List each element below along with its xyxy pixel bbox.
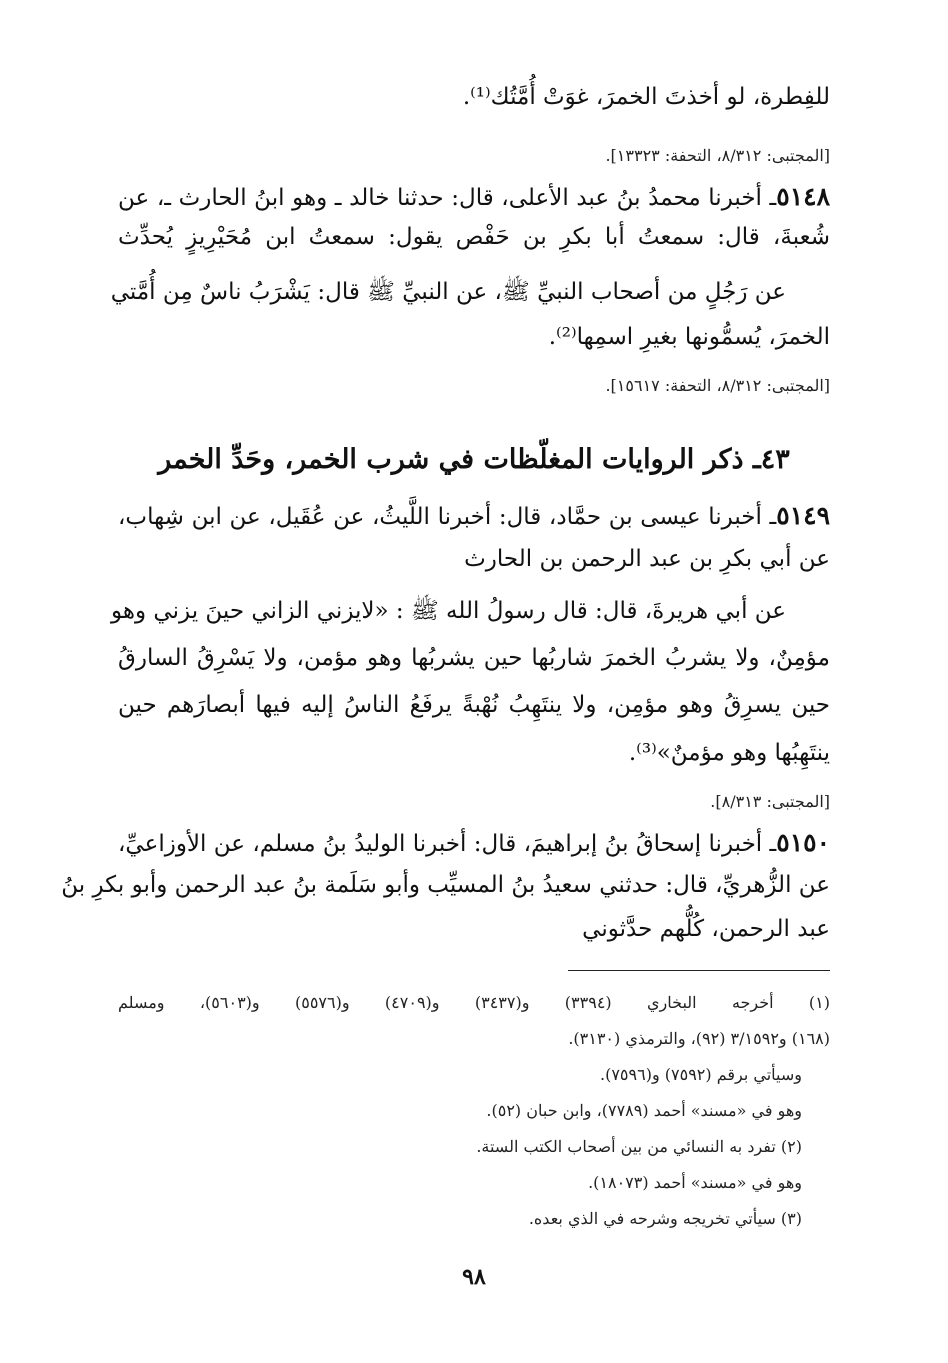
hadith-text: ـ أخبرنا إسحاقُ بنُ إبراهيمَ، قال: أخبرنا الوليدُ بنُ مسلم، عن الأوزاعيِّ،	[118, 831, 777, 857]
hadith-text: ـ أخبرنا عيسى بن حمَّاد، قال: أخبرنا اللَّيثُ، عن عُقَيل، عن ابن شِهاب،	[118, 504, 777, 530]
footnote-1-line-4: وهو في «مسند» أحمد (٧٧٨٩)، وابن حبان (٥٢).	[486, 1101, 802, 1120]
hadith-5150-line-2: عن الزُّهريِّ، قال: حدثني سعيدُ بنُ المسيِّب وأبو سَلَمة بنُ عبد الرحمن وأبو بكرِ بنُ	[61, 872, 830, 898]
footnote-1-line-2: (١٦٨) و٣/١٥٩٢ (٩٢)، والترمذي (٣١٣٠).	[568, 1029, 830, 1048]
hadith-5149-line-3: عن أبي هريرةَ، قال: قال رسولُ الله ﷺ : «لايزني الزاني حينَ يزني وهو	[111, 598, 786, 624]
hadith-5150-line-1	[118, 826, 830, 861]
source-reference: [المجتبى: ٨/٣١٢، التحفة: ١٥٦١٧].	[605, 376, 830, 395]
hadith-5149-line-1	[118, 499, 830, 534]
text-line: للفِطرة، لو أخذتَ الخمرَ، غوَتْ أُمَّتُك⁽¹⁾.	[462, 84, 830, 110]
hadith-5148-line-3: عن رَجُلٍ من أصحاب النبيِّ ﷺ، عن النبيِّ ﷺ قال: يَشْرَبُ ناسٌ مِن أُمَّتي	[110, 279, 786, 305]
page-number: ٩٨	[462, 1264, 486, 1290]
source-reference: [المجتبى: ٨/٣١٢، التحفة: ١٣٣٢٣].	[605, 146, 830, 165]
hadith-number: ٥١٤٩	[776, 501, 830, 530]
hadith-5149-line-4: مؤمِنٌ، ولا يشربُ الخمرَ شاربُها حين يشربُها وهو مؤمن، ولا يَسْرِقُ السارقُ	[118, 645, 830, 671]
hadith-text: ـ أخبرنا محمدُ بنُ عبد الأعلى، قال: حدثنا خالد ـ وهو ابنُ الحارث ـ، عن	[118, 185, 777, 211]
hadith-number: ٥١٤٨	[776, 182, 830, 211]
footnote-3-line-1: (٣) سيأتي تخريجه وشرحه في الذي بعده.	[528, 1209, 802, 1228]
footnote-1-line-1: (١) أخرجه البخاري (٣٣٩٤) و(٣٤٣٧) و(٤٧٠٩) و(٥٥٧٦) و(٥٦٠٣)، ومسلم	[118, 993, 831, 1012]
hadith-5149-line-5: حين يسرِقُ وهو مؤمِن، ولا ينتَهِبُ نُهْبةً يرفَعُ الناسُ إليه فيها أبصارَهم حين	[118, 692, 830, 718]
hadith-number: ٥١٥٠	[776, 828, 830, 857]
footnote-1-line-3: وسيأتي برقم (٧٥٩٢) و(٧٥٩٦).	[600, 1065, 802, 1084]
book-page	[61, 0, 831, 1363]
hadith-5149-line-2: عن أبي بكرِ بن عبد الرحمن بن الحارث	[464, 546, 830, 572]
footnote-separator	[568, 970, 830, 971]
hadith-5149-line-6: ينتَهِبُها وهو مؤمنٌ»⁽³⁾.	[628, 740, 830, 766]
hadith-5148-line-1	[118, 180, 830, 215]
hadith-5148-line-4: الخمرَ، يُسمُّونها بغيرِ اسمِها⁽²⁾.	[548, 324, 830, 350]
chapter-heading: ٤٣ـ ذكر الروايات المغلّظات في شرب الخمر، وحَدِّ الخمر	[158, 444, 790, 475]
hadith-5150-line-3: عبد الرحمن، كُلُّهم حدَّثوني	[582, 916, 830, 942]
hadith-5148-line-2: شُعبةَ، قال: سمعتُ أبا بكرِ بن حَفْص يقول: سمعتُ ابن مُحَيْرِيزٍ يُحدِّث	[118, 224, 830, 250]
footnote-2-line-2: وهو في «مسند» أحمد (١٨٠٧٣).	[588, 1173, 802, 1192]
footnote-2-line-1: (٢) تفرد به النسائي من بين أصحاب الكتب الستة.	[476, 1137, 802, 1156]
source-reference: [المجتبى: ٨/٣١٣].	[710, 792, 830, 811]
